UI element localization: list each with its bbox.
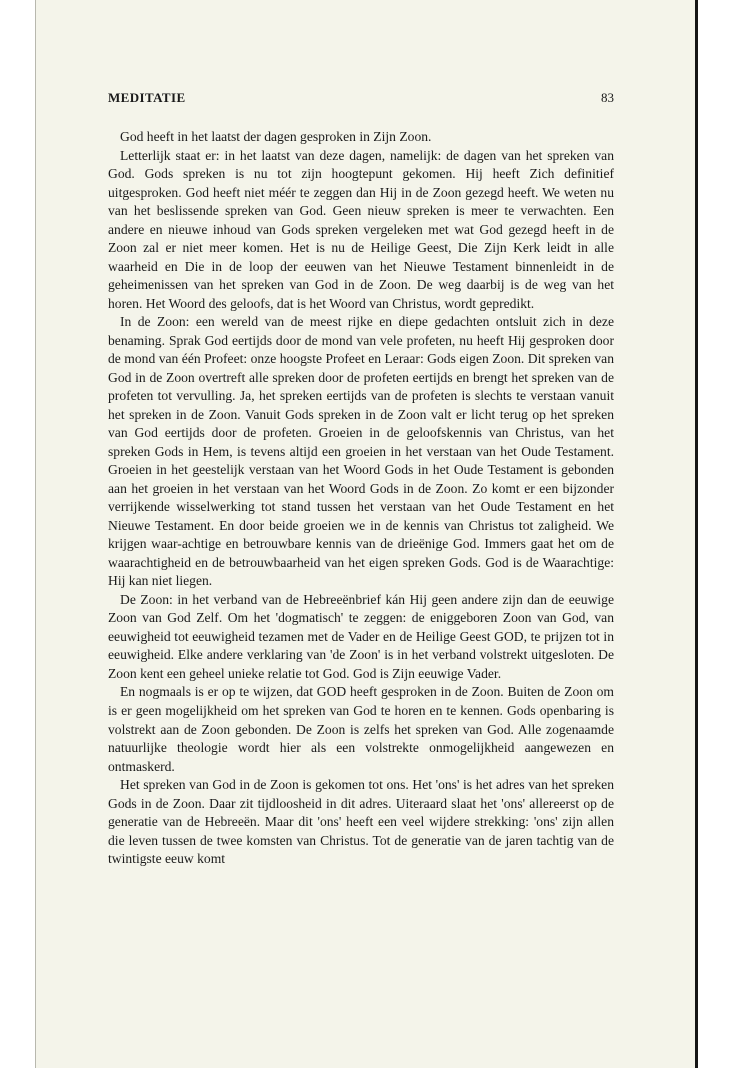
paragraph-4: De Zoon: in het verband van de Hebreeënbrief kán Hij geen andere zijn dan de eeuwige Zoon van God Zelf. Om het 'dogmatisch' te zeggen: de eniggeboren Zoon van God, van eeuwigheid tot eeuwigheid tezamen met de Vader en de Heilige Geest GOD, te prijzen tot in eeuwigheid. Elke andere verklaring van 'de Zoon' is in het verband volstrekt uitgesloten. De Zoon kent een geheel unieke relatie tot God. God is Zijn eeuwige Vader. xyxy=(108,591,614,681)
scan-margin-left xyxy=(0,0,36,1068)
scan-edge-line-right xyxy=(695,0,698,1068)
paragraph-2: Letterlijk staat er: in het laatst van deze dagen, namelijk: de dagen van het spreken van God. Gods spreken is nu tot zijn hoogtepunt gekomen. Hij heeft Zich definitief uitgesproken. God heeft niet méér te zeggen dan Hij in de Zoon gezegd heeft. We weten nu van het beslissende spreken van God. Geen nieuw spreken is meer te verwachten. Een andere en nieuwe inhoud van Gods spreken vergeleken met wat God gezegd heeft in de Zoon zal er niet meer komen. Het is nu de Heilige Geest, Die Zijn Kerk leidt in alle waarheid en Die in de loop der eeuwen van het Nieuwe Testament binnenleidt in de geheimenissen van het spreken van God in de Zoon. De weg daarbij is de weg van het horen. Het Woord des geloofs, dat is het Woord van Christus, wordt gepredikt. xyxy=(108,147,614,311)
paragraph-5: En nogmaals is er op te wijzen, dat GOD heeft gesproken in de Zoon. Buiten de Zoon om is er geen mogelijkheid om het spreken van God te horen en te kennen. Gods openbaring is volstrekt aan de Zoon gebonden. De Zoon is zelfs het spreken van God. Alle zogenaamde natuurlijke theologie wordt hier als een volstrekte onmogelijkheid aangewezen en ontmaskerd. xyxy=(108,684,614,774)
running-head: MEDITATIE xyxy=(108,90,186,105)
body-text xyxy=(108,128,614,869)
scan-margin-right xyxy=(695,0,738,1068)
paragraph-6: Het spreken van God in de Zoon is gekomen tot ons. Het 'ons' is het adres van het spreken Gods in de Zoon. Daar zit tijdloosheid in dit adres. Uiteraard slaat het 'ons' allereerst op de generatie van de Hebreeën. Maar dit 'ons' heeft een veel wijdere strekking: 'ons' zijn allen die leven tussen de twee komsten van Christus. Tot de generatie van de jaren tachtig van de twintigste eeuw komt xyxy=(108,777,614,867)
scan-edge-line-left xyxy=(35,0,36,1068)
paragraph-1: God heeft in het laatst der dagen gesproken in Zijn Zoon. xyxy=(120,129,432,144)
page-number: 83 xyxy=(601,90,614,105)
paragraph-3: In de Zoon: een wereld van de meest rijke en diepe gedachten ontsluit zich in deze benaming. Sprak God eertijds door de mond van vele profeten, nu heeft Hij gesproken door de mond van één Profeet: onze hoogste Profeet en Leraar: Gods eigen Zoon. Dit spreken van God in de Zoon overtreft alle spreken door de profeten eertijds en brengt het spreken van de profeten tot vervulling. Ja, het spreken eertijds van de profeten is slechts te verstaan vanuit het spreken in de Zoon. Vanuit Gods spreken in de Zoon valt er licht terug op het spreken van God eertijds door de profeten. Groeien in de geloofskennis van Christus, van het spreken Gods in Hem, is tevens altijd een groeien in het verstaan van het Oude Testament. Groeien in het geestelijk verstaan van het Woord Gods in het Oude Testament is gebonden aan het groeien in het verstaan van het Woord Gods in de Zoon. Zo komt er een bijzonder verrijkende wisselwerking tot stand tussen het verstaan van het Oude Testament en het Nieuwe Testament. En door beide groeien we in de kennis van Christus tot zaligheid. We krijgen waar-achtige en betrouwbare kennis van de drieënige God. Immers gaat het om de waarachtigheid en de betrouwbaarheid van het eigen spreken Gods. God is de Waarachtige: Hij kan niet liegen. xyxy=(108,314,614,589)
